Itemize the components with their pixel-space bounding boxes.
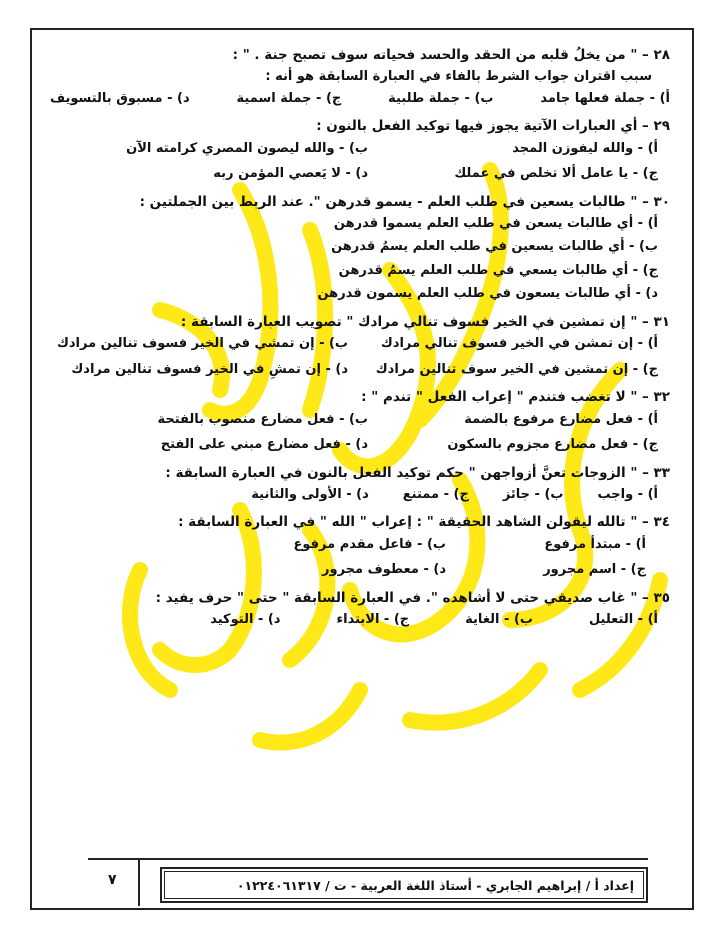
option-a[interactable]: أ) - أي طالبات يسعن في طلب العلم يسموا قدرهن <box>333 215 658 231</box>
option-d[interactable]: د) - فعل مضارع مبني على الفتح <box>160 437 368 453</box>
question-28 <box>50 46 670 107</box>
option-b[interactable]: ب) - فعل مضارع منصوب بالفتحة <box>157 411 368 427</box>
option-b[interactable]: ب) - الغاية <box>465 611 533 627</box>
option-b[interactable]: ب) - فاعل مقدم مرفوع <box>293 536 446 552</box>
option-d[interactable]: د) - مسبوق بالتسويف <box>50 90 190 106</box>
options-row <box>50 611 670 629</box>
option-d[interactable]: د) - الأولى والثانية <box>251 486 369 502</box>
option-d[interactable]: د) - إن تمشِ في الخير فسوف تنالين مرادك <box>71 361 348 377</box>
question-29 <box>50 117 670 182</box>
option-b[interactable]: ب) - جملة طلبية <box>388 90 494 106</box>
question-30 <box>50 193 670 303</box>
question-35 <box>50 589 670 629</box>
question-33 <box>50 464 670 504</box>
footer-separator <box>138 858 140 906</box>
option-c[interactable]: ج) - إن تمشين في الخير سوف تنالين مرادك <box>375 361 658 377</box>
options-row <box>50 165 670 183</box>
option-a[interactable]: أ) - واجب <box>597 486 658 502</box>
options-row <box>50 436 670 454</box>
option-a[interactable]: أ) - فعل مضارع مرفوع بالضمة <box>464 411 658 427</box>
question-title: ٣٣ – " الزوجات تعنَّ أزواجهن " حكم توكيد الفعل بالنون في العبارة السابقة : <box>165 464 670 481</box>
option-a[interactable]: أ) - جملة فعلها جامد <box>540 90 670 106</box>
option-a[interactable]: أ) - مبتدأ مرفوع <box>544 536 646 552</box>
option-b[interactable]: ب) - والله ليصون المصري كرامته الآن <box>126 140 368 156</box>
option-d[interactable]: د) - التوكيد <box>210 611 281 627</box>
options-row <box>50 536 670 554</box>
footer-divider <box>88 858 648 860</box>
option-a[interactable]: أ) - التعليل <box>588 611 658 627</box>
option-a[interactable]: أ) - والله ليفوزن المجد <box>512 140 658 156</box>
options-row <box>50 486 670 504</box>
options-row <box>50 335 670 353</box>
option-b[interactable]: ب) - إن تمشي في الخير فسوف تنالين مرادك <box>56 336 348 352</box>
option-c[interactable]: ج) - أي طالبات يسعي في طلب العلم يسمُ قدرهن <box>338 262 658 278</box>
question-subtitle: سبب اقتران جواب الشرط بالفاء في العبارة السابقة هو أنه : <box>265 69 652 85</box>
options-row <box>50 140 670 158</box>
option-a[interactable]: أ) - إن تمشن في الخير فسوف تنالي مرادك <box>380 336 658 352</box>
option-b[interactable]: ب) - أي طالبات يسعين في طلب العلم يسمُ قدرهن <box>331 239 658 255</box>
question-title: ٣٤ – " تالله ليقولن الشاهد الحقيقة " : إعراب " الله " في العبارة السابقة : <box>178 514 670 531</box>
option-c[interactable]: ج) - فعل مضارع مجزوم بالسكون <box>447 437 658 453</box>
question-32 <box>50 388 670 453</box>
option-c[interactable]: ج) - الابتداء <box>336 611 410 627</box>
option-c[interactable]: ج) - جملة اسمية <box>236 90 342 106</box>
options-row <box>50 90 670 108</box>
footer-credit-text: إعداد أ / إبراهيم الجابري - أستاذ اللغة العربية - ت / ٠١٢٢٤٠٦١٣١٧ <box>236 877 634 893</box>
question-34 <box>50 513 670 578</box>
question-title: ٣١ – " إن تمشين في الخير فسوف تنالي مرادك " تصويب العبارة السابقة : <box>180 314 670 331</box>
question-title: ٣٥ – " غاب صديقي حتى لا أشاهده ". في العبارة السابقة " حتى " حرف يفيد : <box>155 589 670 606</box>
question-title: ٢٨ – " من يخلُ قلبه من الحقد والحسد فحياته سوف تصبح جنة . " : <box>232 47 670 63</box>
options-row <box>50 361 670 379</box>
options-row <box>50 411 670 429</box>
page-number: ٧ <box>108 872 117 888</box>
option-c[interactable]: ج) - يا عامل ألا تخلص في عملك <box>454 166 658 182</box>
option-d[interactable]: د) - أي طالبات يسعون في طلب العلم يسمون قدرهن <box>317 286 658 302</box>
question-title: ٣٠ – " طالبات يسعين في طلب العلم - يسمو قدرهن ". عند الربط بين الجملتين : <box>139 193 670 210</box>
option-d[interactable]: د) - لا يَعصي المؤمن ربه <box>213 166 368 182</box>
question-title: ٢٩ – أي العبارات الآتية يجوز فيها توكيد الفعل بالنون : <box>316 118 670 135</box>
footer-credit <box>160 867 648 903</box>
option-c[interactable]: ج) - ممتنع <box>402 486 469 502</box>
question-title: ٣٢ – " لا تغضب فتندم " إعراب الفعل " تندم " : <box>361 389 670 406</box>
exam-content <box>50 46 670 639</box>
option-c[interactable]: ج) - اسم مجرور <box>543 562 646 578</box>
question-31 <box>50 313 670 378</box>
option-b[interactable]: ب) - جائز <box>502 486 564 502</box>
option-d[interactable]: د) - معطوف مجرور <box>322 562 446 578</box>
options-row <box>50 561 670 579</box>
